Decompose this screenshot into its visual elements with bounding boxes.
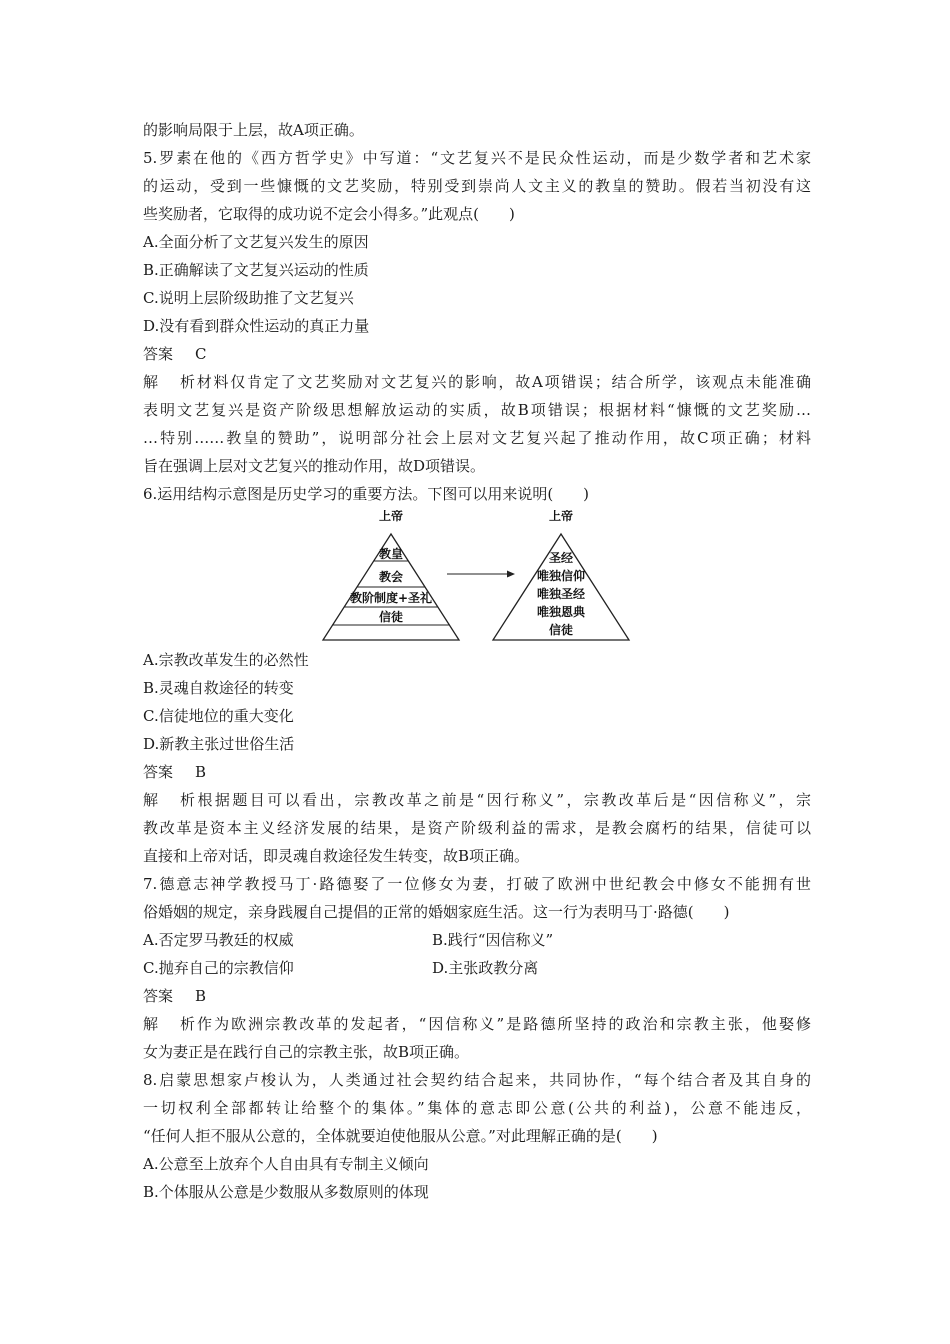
explanation-text: 教改革是资本主义经济发展的结果，是资产阶级利益的需求，是教会腐朽的结果，信徒可以 [143, 819, 811, 837]
option-b: B.灵魂自救途径的转变 [143, 679, 294, 697]
option-c: C.抛弃自己的宗教信仰 [143, 959, 294, 977]
answer-line [143, 986, 206, 1008]
structure-diagram [321, 510, 671, 645]
question-7-stem: 俗婚姻的规定，亲身践履自己提倡的正常的婚姻家庭生活。这一行为表明马丁·路德( ) [143, 903, 730, 921]
right-tier-label: 唯独信仰 [536, 569, 586, 583]
answer-line [143, 344, 206, 366]
structure-diagram-svg [321, 510, 671, 645]
explanation-line [143, 372, 811, 394]
answer-label: 答案 [143, 987, 174, 1005]
answer-value: B [195, 987, 207, 1005]
option-c: C.信徒地位的重大变化 [143, 707, 294, 725]
option-b: B.践行“因信称义” [432, 931, 554, 949]
question-5-stem: 5.罗素在他的《西方哲学史》中写道：“文艺复兴不是民众性运动，而是少数学者和艺术家 [143, 149, 811, 167]
arrow-head-icon [507, 571, 515, 578]
answer-label: 答案 [143, 763, 174, 781]
right-top-label: 上帝 [548, 510, 574, 523]
left-tier-label: 信徒 [378, 610, 404, 624]
option-b: B.个体服从公意是少数服从多数原则的体现 [143, 1183, 429, 1201]
question-5-stem: 些奖励者，它取得的成功说不定会小得多。”此观点( ) [143, 205, 515, 223]
left-tier-label: 教会 [378, 570, 404, 584]
explanation-label: 解析 [143, 1015, 195, 1033]
right-tier-label: 唯独恩典 [536, 605, 586, 619]
text-line: 的影响局限于上层，故A项正确。 [143, 121, 364, 139]
explanation-text: 表明文艺复兴是资产阶级思想解放运动的实质，故B项错误；根据材料“慷慨的文艺奖励… [143, 401, 811, 419]
explanation-line [143, 790, 811, 812]
question-7-stem: 7.德意志神学教授马丁·路德娶了一位修女为妻，打破了欧洲中世纪教会中修女不能拥有世 [143, 875, 811, 893]
answer-value: B [195, 763, 207, 781]
explanation-line [143, 1014, 811, 1036]
option-d: D.新教主张过世俗生活 [143, 735, 295, 753]
left-top-label: 上帝 [378, 510, 404, 523]
right-tier-label: 圣经 [548, 551, 574, 565]
question-8-stem: 8.启蒙思想家卢梭认为，人类通过社会契约结合起来，共同协作，“每个结合者及其自身的 [143, 1071, 811, 1089]
explanation-text: 直接和上帝对话，即灵魂自救途径发生转变，故B项正确。 [143, 847, 530, 865]
explanation-text: 根据题目可以看出，宗教改革之前是“因行称义”，宗教改革后是“因信称义”，宗 [195, 791, 811, 809]
explanation-text: 作为欧洲宗教改革的发起者，“因信称义”是路德所坚持的政治和宗教主张，他娶修 [195, 1015, 811, 1033]
option-d: D.没有看到群众性运动的真正力量 [143, 317, 370, 335]
explanation-text: 材料仅肯定了文艺奖励对文艺复兴的影响，故A项错误；结合所学，该观点未能准确 [195, 373, 811, 391]
option-d: D.主张政教分离 [432, 959, 539, 977]
option-b: B.正确解读了文艺复兴运动的性质 [143, 261, 369, 279]
question-6-stem: 6.运用结构示意图是历史学习的重要方法。下图可以用来说明( ) [143, 485, 590, 503]
answer-value: C [195, 345, 207, 363]
explanation-label: 解析 [143, 791, 195, 809]
answer-label: 答案 [143, 345, 174, 363]
question-5-stem: 的运动，受到一些慷慨的文艺奖励，特别受到崇尚人文主义的教皇的赞助。假若当初没有这 [143, 177, 811, 195]
left-tier-label: 教皇 [378, 547, 404, 561]
option-a: A.宗教改革发生的必然性 [143, 651, 309, 669]
option-a: A.否定罗马教廷的权威 [143, 931, 294, 949]
right-tier-label: 唯独圣经 [536, 587, 586, 601]
explanation-text: 女为妻正是在践行自己的宗教主张，故B项正确。 [143, 1043, 470, 1061]
explanation-text: 旨在强调上层对文艺复兴的推动作用，故D项错误。 [143, 457, 486, 475]
question-8-stem: “任何人拒不服从公意的，全体就要迫使他服从公意。”对此理解正确的是( ) [143, 1127, 658, 1145]
explanation-label: 解析 [143, 373, 195, 391]
option-a: A.公意至上放弃个人自由具有专制主义倾向 [143, 1155, 429, 1173]
option-a: A.全面分析了文艺复兴发生的原因 [143, 233, 369, 251]
explanation-text: …特别……教皇的赞助”，说明部分社会上层对文艺复兴起了推动作用，故C项正确；材料 [143, 429, 811, 447]
options-row [143, 958, 811, 980]
option-c: C.说明上层阶级助推了文艺复兴 [143, 289, 354, 307]
right-tier-label: 信徒 [548, 623, 574, 637]
left-tier-label: 教阶制度+圣礼 [349, 591, 433, 605]
question-8-stem: 一切权利全部都转让给整个的集体。”集体的意志即公意(公共的利益)，公意不能违反， [143, 1099, 811, 1117]
options-row [143, 930, 811, 952]
answer-line [143, 762, 206, 784]
